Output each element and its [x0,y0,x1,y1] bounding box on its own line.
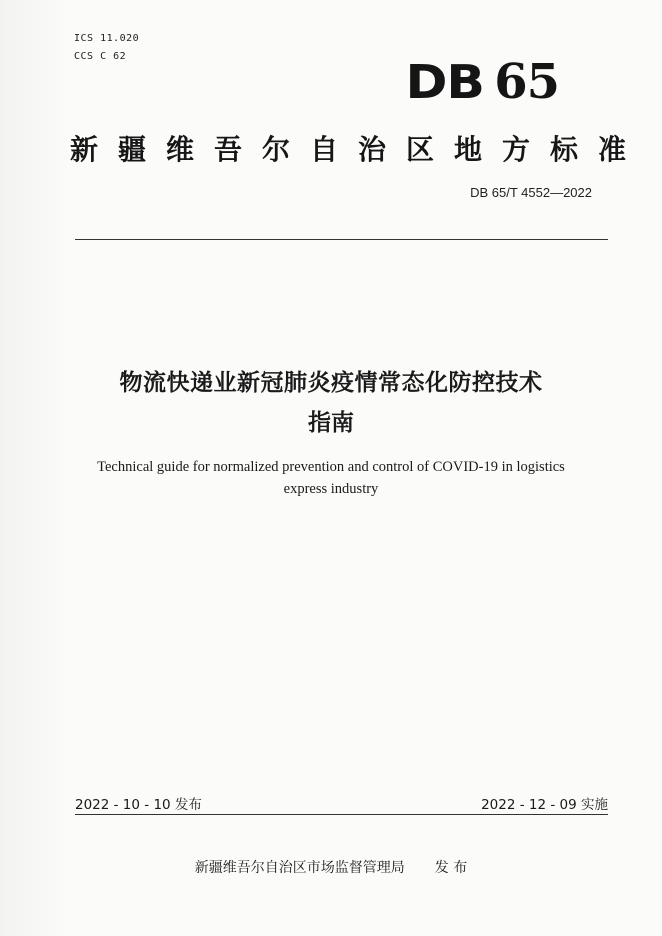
db-logo [405,54,559,110]
title-english-line-2: express industry [283,481,379,497]
bottom-divider [75,814,608,815]
title-english-line-1: Technical guide for normalized prevention and control of COVID-19 in logistics [97,459,565,475]
issuer-action: 发 布 [434,860,468,876]
standard-number: DB 65/T 4552—2022 [470,185,592,200]
implementation-date: 2022 - 12 - 09 实施 [481,797,608,813]
logo-prefix: DB [405,55,484,109]
issuer-name: 新疆维吾尔自治区市场监督管理局 [194,860,405,876]
title-chinese-line-2: 指南 [308,410,354,436]
top-divider [75,239,608,240]
logo-number: 65 [494,54,559,110]
ics-code: ICS 11.020 [74,33,140,44]
ccs-code: CCS C 62 [74,51,127,62]
issuer-line [0,857,662,877]
standard-type: 新疆维吾尔自治区地方标准 [70,133,647,166]
issue-date: 2022 - 10 - 10 发布 [75,797,202,813]
title-chinese-line-1: 物流快递业新冠肺炎疫情常态化防控技术 [119,370,543,396]
